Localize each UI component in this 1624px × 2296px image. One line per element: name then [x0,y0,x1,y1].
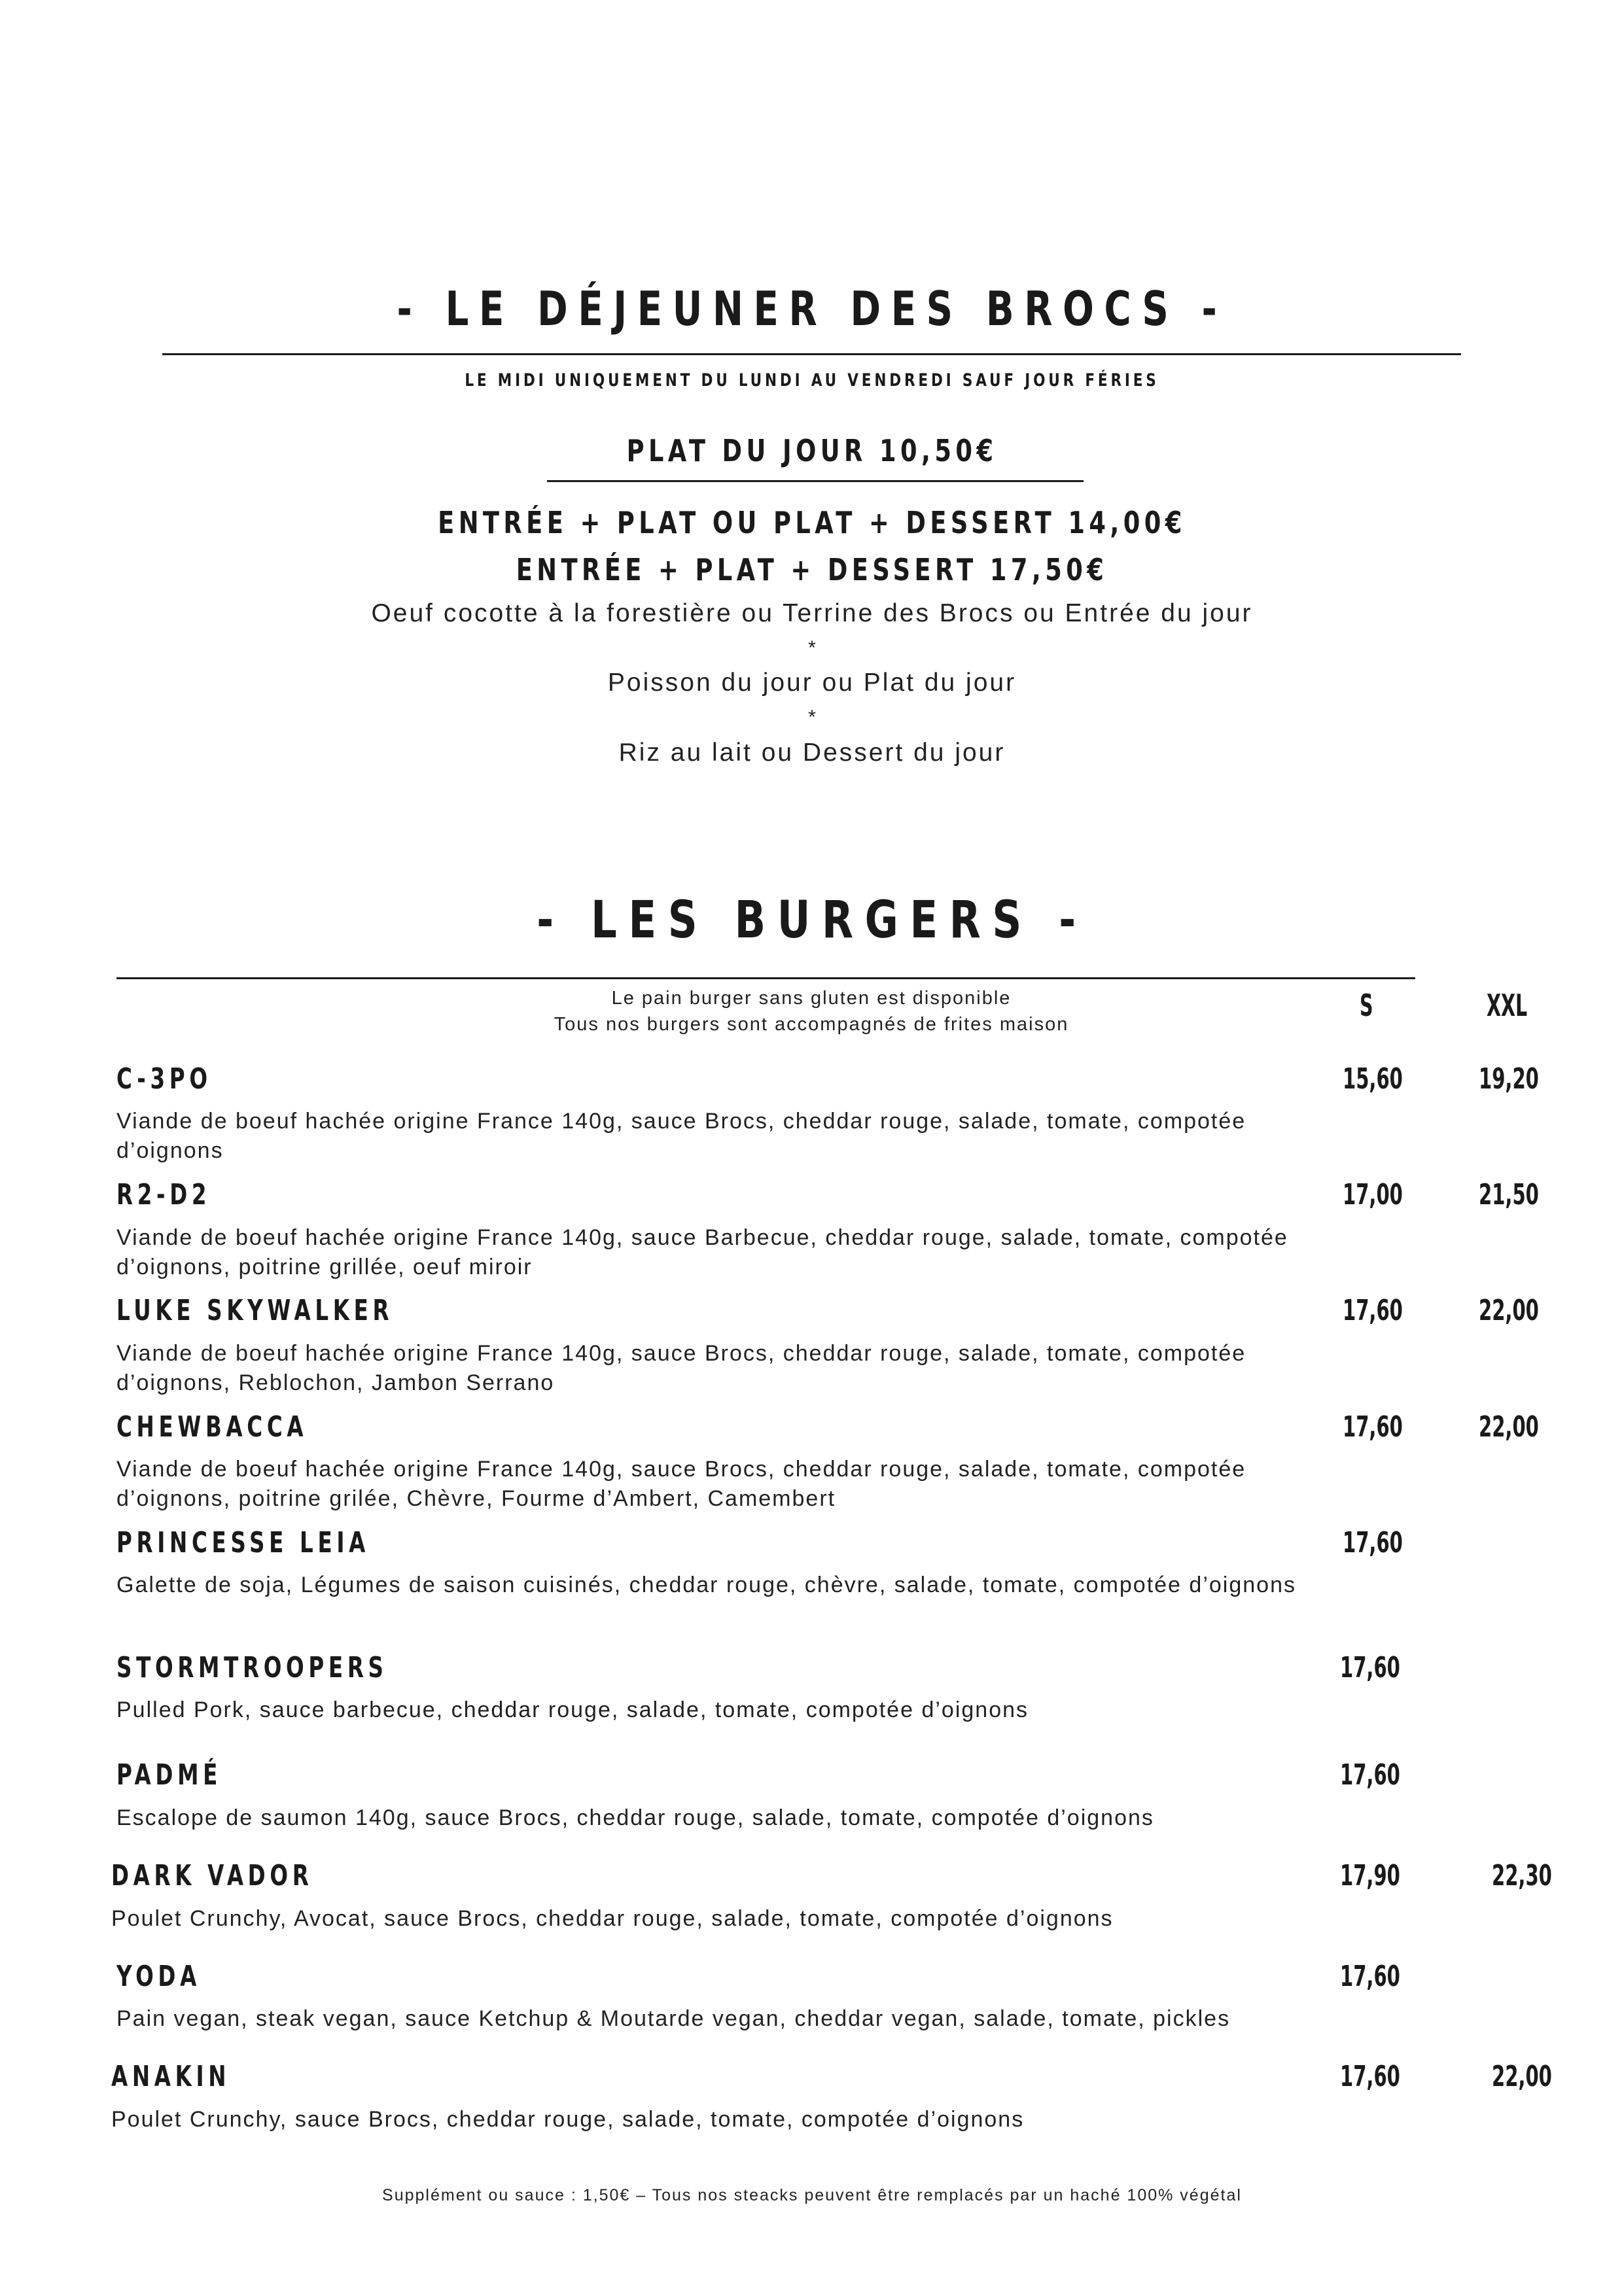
column-header-xxl: XXL [1487,988,1528,1023]
burger-name: PRINCESSE LEIA [116,1526,370,1559]
formule-complete: ENTRÉE + PLAT + DESSERT 17,50€ [516,552,1108,587]
dejeuner-title: - LE DÉJEUNER DES BROCS - [397,281,1227,336]
burger-description: Viande de boeuf hachée origine France 140g, sauce Brocs, cheddar rouge, salade, tomate, compotée d’oignons, Reblochon, Jambon Serrano [116,1341,1246,1395]
burger-description: Viande de boeuf hachée origine France 140g, sauce Brocs, cheddar rouge, salade, tomate, compotée d’oignons [116,1109,1246,1163]
burger-name: DARK VADOR [111,1859,313,1892]
burger-price-s: 17,60 [1340,2060,1400,2093]
footer-note: Supplément ou sauce : 1,50€ – Tous nos steacks peuvent être remplacés par un haché 100% végétal [382,2186,1242,2204]
burger-name: STORMTROOPERS [116,1651,388,1684]
burger-price-s: 17,60 [1340,1651,1400,1684]
burger-price-xxl: 19,20 [1479,1062,1539,1096]
formule-entree-plat-dessert: ENTRÉE + PLAT OU PLAT + DESSERT 14,00€ [438,505,1186,540]
burger-price-xxl: 22,00 [1492,2060,1552,2093]
burger-description: Viande de boeuf hachée origine France 140g, sauce Brocs, cheddar rouge, salade, tomate, compotée d’oignons, poitrine grilée, Chèvre, Fourme d’Ambert, Camembert [116,1457,1246,1511]
burger-description: Viande de boeuf hachée origine France 140g, sauce Barbecue, cheddar rouge, salade, tomate, compotée d’oignons, poitrine grillée, oeuf miroir [116,1225,1288,1279]
burger-price-xxl: 21,50 [1479,1178,1539,1211]
burger-name: YODA [116,1960,201,1993]
column-header-s: S [1360,988,1373,1023]
burger-name: LUKE SKYWALKER [116,1294,394,1327]
plat-du-jour-rule [547,480,1084,482]
burger-name: R2-D2 [116,1178,211,1211]
menu-entrees: Oeuf cocotte à la forestière ou Terrine des Brocs ou Entrée du jour [371,599,1253,627]
gluten-free-note: Le pain burger sans gluten est disponible [611,988,1012,1009]
burger-description: Pulled Pork, sauce barbecue, cheddar rouge, salade, tomate, compotée d’oignons [116,1697,1029,1722]
menu-separator-2: * [808,706,816,728]
burger-description: Pain vegan, steak vegan, sauce Ketchup & Moutarde vegan, cheddar vegan, salade, tomate, pickles [116,2006,1231,2031]
menu-separator-1: * [808,637,816,659]
burger-price-xxl: 22,00 [1479,1410,1539,1444]
burger-name: PADMÉ [116,1758,222,1792]
burger-price-s: 17,90 [1340,1859,1400,1892]
burgers-title-rule [116,977,1415,979]
burger-price-s: 17,60 [1343,1526,1403,1559]
burger-price-xxl: 22,30 [1492,1859,1552,1892]
burger-price-s: 17,60 [1340,1960,1400,1993]
burger-description: Galette de soja, Légumes de saison cuisinés, cheddar rouge, chèvre, salade, tomate, compotée d’oignons [116,1573,1296,1597]
burger-name: C-3PO [116,1062,212,1096]
burger-price-s: 15,60 [1343,1062,1403,1096]
burger-description: Poulet Crunchy, sauce Brocs, cheddar rouge, salade, tomate, compotée d’oignons [111,2107,1025,2132]
menu-desserts: Riz au lait ou Dessert du jour [618,739,1006,767]
burger-price-s: 17,00 [1343,1178,1403,1211]
burgers-title: - LES BURGERS - [537,891,1087,950]
burger-price-s: 17,60 [1343,1410,1403,1444]
menu-plats: Poisson du jour ou Plat du jour [607,669,1017,697]
dejeuner-title-rule [162,353,1461,355]
plat-du-jour: PLAT DU JOUR 10,50€ [626,433,998,468]
burger-price-xxl: 22,00 [1479,1294,1539,1327]
burger-name: ANAKIN [111,2060,231,2093]
burger-description: Poulet Crunchy, Avocat, sauce Brocs, cheddar rouge, salade, tomate, compotée d’oignons [111,1906,1114,1931]
burger-description: Escalope de saumon 140g, sauce Brocs, cheddar rouge, salade, tomate, compotée d’oignons [116,1805,1154,1830]
burger-price-s: 17,60 [1343,1294,1403,1327]
burger-name: CHEWBACCA [116,1410,308,1444]
fries-note: Tous nos burgers sont accompagnés de frites maison [554,1014,1069,1035]
burger-price-s: 17,60 [1340,1758,1400,1792]
dejeuner-subtitle: LE MIDI UNIQUEMENT DU LUNDI AU VENDREDI SAUF JOUR FÉRIES [465,370,1159,391]
